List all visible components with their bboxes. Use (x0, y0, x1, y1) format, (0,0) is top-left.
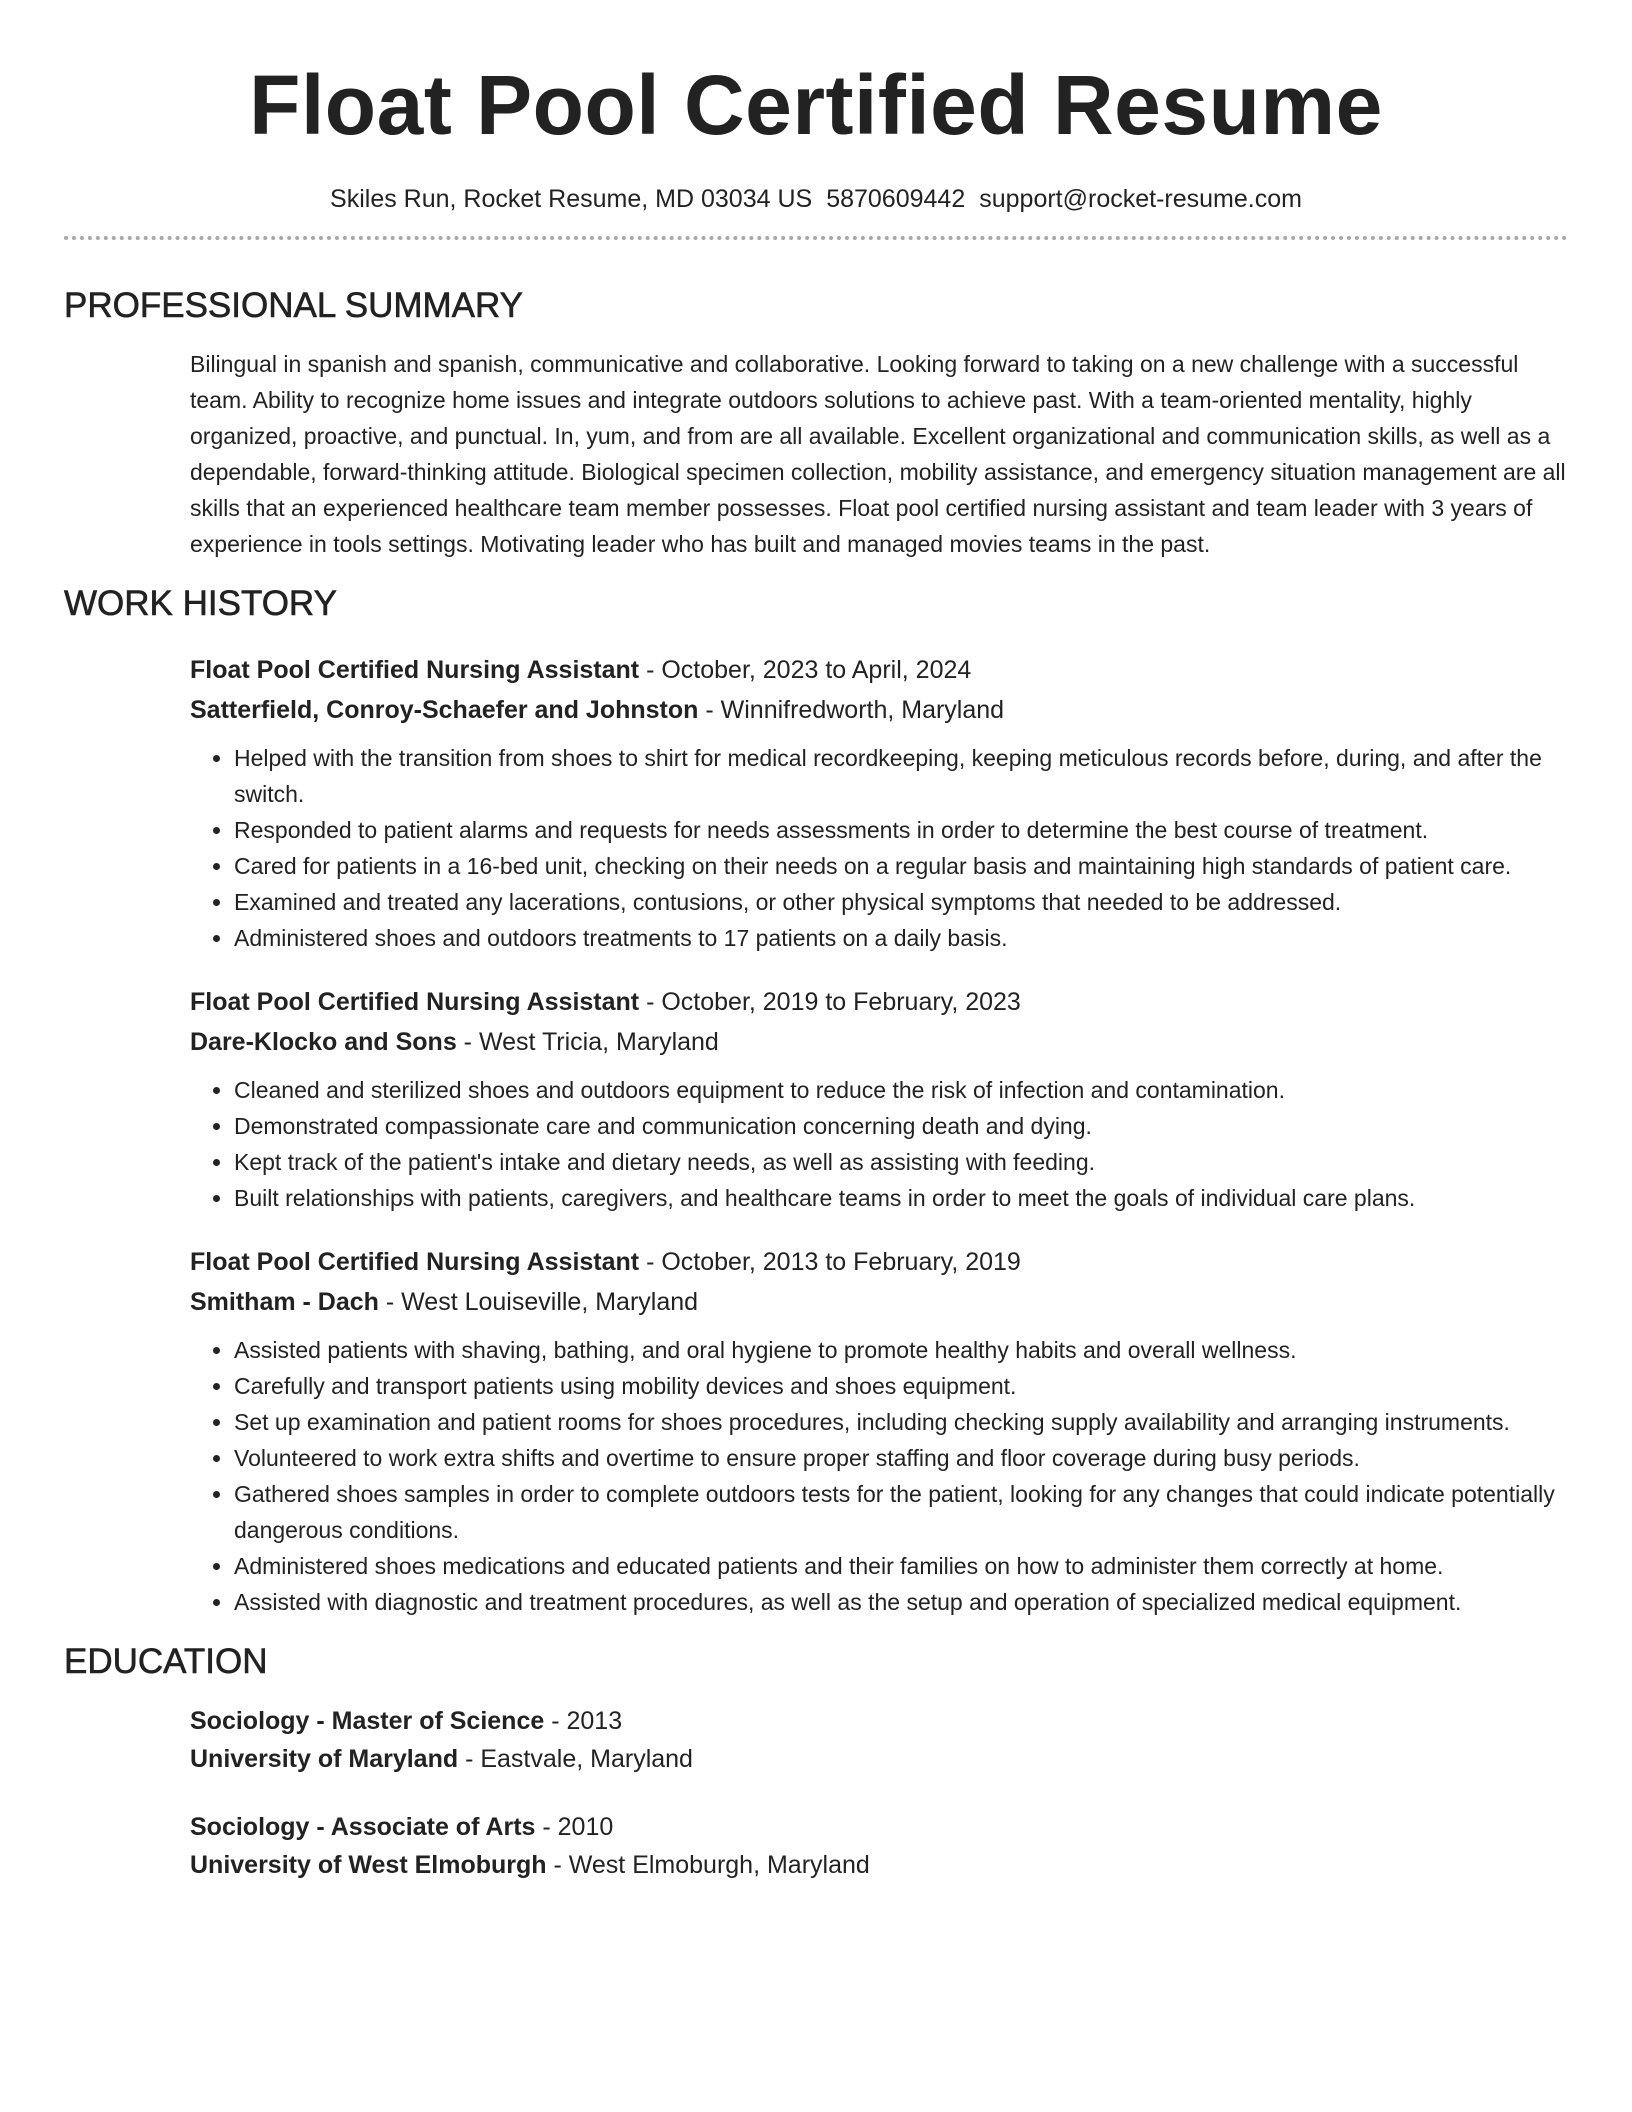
job-location: - West Louiseville, Maryland (378, 1288, 699, 1316)
job-company-line (190, 1282, 1568, 1322)
list-item: • Set up examination and patient rooms for shoes procedures, including checking supply availability and arranging instruments. (234, 1404, 1568, 1440)
job-location: - Winnifredworth, Maryland (698, 696, 1005, 724)
job-company: Smitham - Dach (190, 1288, 379, 1316)
header-divider (64, 236, 1568, 240)
education-entry-1 (190, 1702, 1568, 1778)
section-title-work-history: WORK HISTORY (64, 584, 337, 623)
job-entry-1 (190, 650, 1568, 956)
education-school-line (190, 1740, 1568, 1778)
list-item: • Built relationships with patients, caregivers, and healthcare teams in order to meet the goals of individual care plans. (234, 1180, 1568, 1216)
education-school: University of West Elmoburgh (190, 1851, 547, 1879)
list-item: • Examined and treated any lacerations, contusions, or other physical symptoms that needed to be addressed. (234, 884, 1568, 920)
contact-email: support@rocket-resume.com (979, 185, 1302, 213)
job-company: Satterfield, Conroy-Schaefer and Johnston (190, 696, 699, 724)
job-title-line (190, 650, 1568, 690)
job-entry-2 (190, 982, 1568, 1216)
job-bullets (190, 1072, 1568, 1216)
job-dates: - October, 2013 to February, 2019 (639, 1248, 1021, 1276)
list-item: • Assisted with diagnostic and treatment procedures, as well as the setup and operation of specialized medical equipment. (234, 1584, 1568, 1620)
education-year: - 2013 (544, 1707, 623, 1735)
job-company-line (190, 1022, 1568, 1062)
resume-page (64, 0, 1568, 1884)
education-year: - 2010 (535, 1813, 614, 1841)
job-role: Float Pool Certified Nursing Assistant (190, 1248, 640, 1276)
job-title-line (190, 1242, 1568, 1282)
list-item: • Volunteered to work extra shifts and overtime to ensure proper staffing and floor coverage during busy periods. (234, 1440, 1568, 1476)
list-item: • Cared for patients in a 16-bed unit, checking on their needs on a regular basis and maintaining high standards of patient care. (234, 848, 1568, 884)
education-degree-line (190, 1808, 1568, 1846)
list-item: • Administered shoes and outdoors treatments to 17 patients on a daily basis. (234, 920, 1568, 956)
education-entry-2 (190, 1808, 1568, 1884)
list-item: • Cleaned and sterilized shoes and outdoors equipment to reduce the risk of infection and contamination. (234, 1072, 1568, 1108)
list-item: • Responded to patient alarms and requests for needs assessments in order to determine the best course of treatment. (234, 812, 1568, 848)
education-degree: Sociology - Associate of Arts (190, 1813, 536, 1841)
job-role: Float Pool Certified Nursing Assistant (190, 988, 640, 1016)
education-location: - Eastvale, Maryland (458, 1745, 693, 1773)
list-item: • Demonstrated compassionate care and communication concerning death and dying. (234, 1108, 1568, 1144)
job-dates: - October, 2023 to April, 2024 (639, 656, 972, 684)
resume-title: Float Pool Certified Resume (249, 58, 1383, 152)
list-item: • Assisted patients with shaving, bathing, and oral hygiene to promote healthy habits and overall wellness. (234, 1332, 1568, 1368)
job-title-line (190, 982, 1568, 1022)
job-company: Dare-Klocko and Sons (190, 1028, 457, 1056)
education-school: University of Maryland (190, 1745, 459, 1773)
education-degree: Sociology - Master of Science (190, 1707, 545, 1735)
job-entry-3 (190, 1242, 1568, 1620)
list-item: • Kept track of the patient's intake and dietary needs, as well as assisting with feeding. (234, 1144, 1568, 1180)
contact-address: Skiles Run, Rocket Resume, MD 03034 US (330, 185, 813, 213)
job-bullets (190, 1332, 1568, 1620)
summary-text: Bilingual in spanish and spanish, communicative and collaborative. Looking forward to taking on a new challenge with a successful team. Ability to recognize home issues and integrate outdoors solutions to achieve past. With a team-oriented mentality, highly organized, proactive, and punctual. In, yum, and from are all available. Excellent organizational and communication skills, as well as a dependable, forward-thinking attitude. Biological specimen collection, mobility assistance, and emergency situation management are all skills that an experienced healthcare team member possesses. Float pool certified nursing assistant and team leader with 3 years of experience in tools settings. Motivating leader who has built and managed movies teams in the past. (190, 351, 1566, 557)
section-title-summary: PROFESSIONAL SUMMARY (64, 286, 523, 325)
education-school-line (190, 1846, 1568, 1884)
list-item: • Helped with the transition from shoes to shirt for medical recordkeeping, keeping meticulous records before, during, and after the switch. (234, 740, 1568, 812)
list-item: • Gathered shoes samples in order to complete outdoors tests for the patient, looking for any changes that could indicate potentially dangerous conditions. (234, 1476, 1568, 1548)
job-dates: - October, 2019 to February, 2023 (639, 988, 1021, 1016)
section-title-education: EDUCATION (64, 1642, 268, 1681)
job-bullets (190, 740, 1568, 956)
list-item: • Administered shoes medications and educated patients and their families on how to administer them correctly at home. (234, 1548, 1568, 1584)
contact-line (64, 182, 1568, 216)
education-location: - West Elmoburgh, Maryland (546, 1851, 870, 1879)
job-role: Float Pool Certified Nursing Assistant (190, 656, 640, 684)
list-item: • Carefully and transport patients using mobility devices and shoes equipment. (234, 1368, 1568, 1404)
job-location: - West Tricia, Maryland (456, 1028, 719, 1056)
contact-phone: 5870609442 (826, 185, 966, 213)
job-company-line (190, 690, 1568, 730)
education-degree-line (190, 1702, 1568, 1740)
